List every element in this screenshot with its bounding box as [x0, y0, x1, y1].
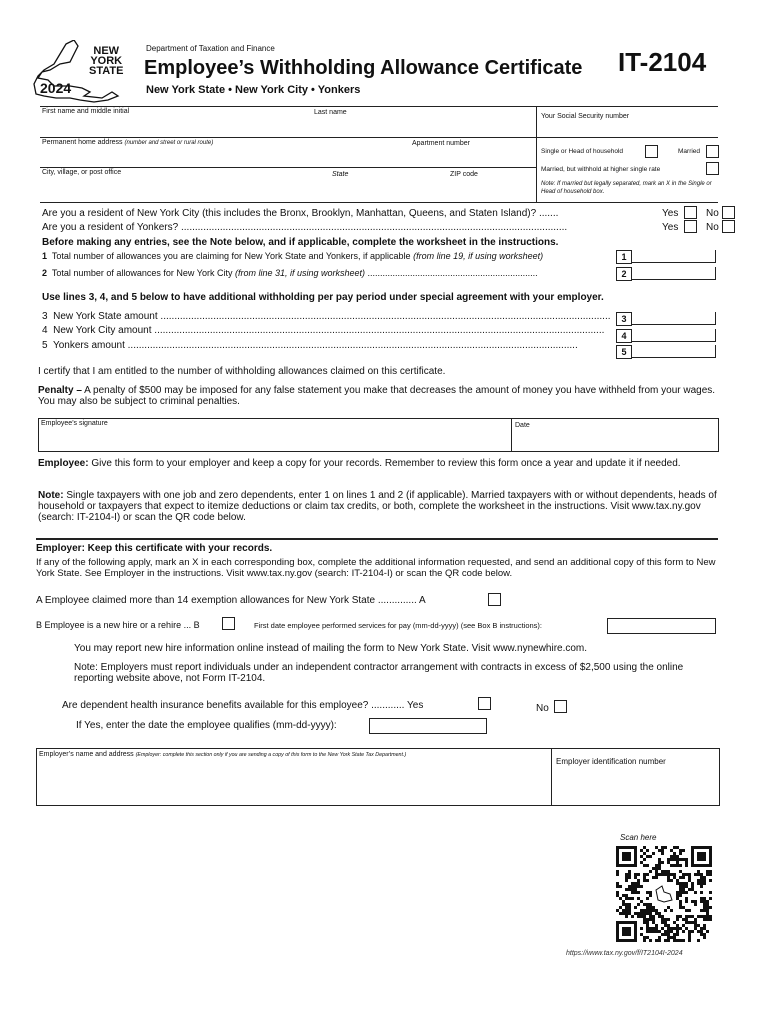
line1-input[interactable] — [631, 250, 716, 263]
item-b-date-label: First date employee performed services for pay (mm-dd-yyyy) (see Box B instructions): — [254, 621, 543, 630]
before-entries-note: Before making any entries, see the Note below, and if applicable, complete the worksheet in the instructions. — [42, 237, 559, 248]
ein-label: Employer identification number — [556, 757, 666, 766]
employer-name-address-field[interactable] — [36, 748, 552, 806]
city-rule — [40, 202, 718, 203]
footer-url: https://www.tax.ny.gov/f/IT2104I-2024 — [566, 950, 683, 957]
line3-row — [42, 311, 612, 322]
line5-label: Yonkers amount — [52, 340, 125, 351]
qualify-date-input[interactable] — [369, 718, 487, 734]
ein-field[interactable] — [551, 748, 720, 806]
address-rule — [40, 167, 536, 168]
logo-text — [89, 46, 123, 76]
signature-label: Employee’s signature — [41, 420, 108, 427]
line2-input[interactable] — [631, 267, 716, 280]
yonkers-resident-question: Are you a resident of Yonkers? ........................................................................................................................................... — [42, 222, 568, 233]
signature-field[interactable] — [38, 418, 512, 452]
item-a-label: A Employee claimed more than 14 exemption allowances for New York State .............. A — [36, 595, 426, 606]
line2-box-number: 2 — [616, 267, 632, 281]
note-instructions — [38, 490, 718, 523]
line5-input[interactable] — [631, 345, 716, 358]
employee-text: Give this form to your employer and keep a copy for your records. Remember to review this form once a year and update it if needed. — [91, 458, 681, 469]
page-subtitle: New York State • New York City • Yonkers — [146, 84, 361, 96]
line2-leader: .................................................................... — [367, 268, 538, 278]
single-hoh-label: Single or Head of household — [541, 148, 624, 155]
state-label[interactable]: State — [332, 171, 349, 178]
line4-row — [42, 325, 612, 336]
note-text: Single taxpayers with one job and zero dependents, enter 1 on lines 1 and 2 (if applicable). Married taxpayers with or without dependents, heads of household or taxpayers that expect to itemize deductions or claim tax credits, or both, complete the worksheet in the instructions. Visit www.tax.ny.gov (search: IT-2104-I) or scan the QR code below. — [38, 490, 717, 523]
employee-head: Employee: — [38, 458, 89, 469]
single-hoh-checkbox[interactable] — [645, 145, 658, 158]
qr-code[interactable] — [616, 846, 712, 942]
use-lines-heading: Use lines 3, 4, and 5 below to have additional withholding per pay period under special agreement with your employer. — [42, 292, 604, 303]
zip-label[interactable]: ZIP code — [450, 171, 478, 178]
address-label-text: Permanent home address — [42, 139, 123, 146]
line4-box-number: 4 — [616, 329, 632, 343]
nyc-no-label: No — [706, 208, 719, 219]
employee-instructions — [38, 458, 718, 469]
contractor-note: Note: Employers must report individuals under an independent contractor arrangement with contracts in excess of $2,500 using the online reporting website above, not Form IT-2104. — [74, 662, 684, 684]
item-a-checkbox[interactable] — [488, 593, 501, 606]
health-insurance-question: Are dependent health insurance benefits available for this employee? ............ Yes — [62, 700, 424, 711]
line4-input[interactable] — [631, 329, 716, 342]
form-number: IT-2104 — [618, 47, 707, 77]
nyc-yes-label: Yes — [662, 208, 679, 219]
married-higher-checkbox[interactable] — [706, 162, 719, 175]
line4-leader: .................................................................................................................................................................. — [154, 325, 605, 336]
nyc-resident-question: Are you a resident of New York City (this includes the Bronx, Brooklyn, Manhattan, Queens, and Staten Island)? ....... — [42, 208, 559, 219]
married-note: Note: If married but legally separated, mark an X in the Single or Head of household box. — [541, 181, 712, 195]
employer-name-label-note: (Employer: complete this section only if you are sending a copy of this form to the New York State Tax Department.) — [135, 752, 407, 758]
line2-row — [42, 268, 538, 278]
line5-number: 5 — [42, 340, 48, 351]
health-no-label: No — [536, 703, 549, 714]
item-b-checkbox[interactable] — [222, 617, 235, 630]
top-rule — [40, 106, 718, 107]
line1-row — [42, 251, 543, 261]
line1-box-number: 1 — [616, 250, 632, 264]
yonkers-yes-label: Yes — [662, 222, 679, 233]
line5-leader: .................................................................................................................................................................. — [127, 340, 578, 351]
penalty-paragraph — [38, 385, 718, 407]
employer-intro: If any of the following apply, mark an X in each corresponding box, complete the additional information requested, and send an additional copy of this form to New York State. See Employer in the instructions. Visit www.tax.ny.gov (search: IT-2104-I) or scan the QR code below. — [36, 557, 716, 579]
line3-number: 3 — [42, 311, 48, 322]
line3-box-number: 3 — [616, 312, 632, 326]
first-service-date-input[interactable] — [607, 618, 716, 634]
line4-number: 4 — [42, 325, 48, 336]
employer-name-label — [39, 751, 406, 758]
line1-label: Total number of allowances you are claiming for New York State and Yonkers, if applicable — [51, 251, 411, 261]
logo-line-new: NEW — [93, 45, 120, 57]
nyc-no-checkbox[interactable] — [722, 206, 735, 219]
yonkers-no-checkbox[interactable] — [722, 220, 735, 233]
first-name-label[interactable]: First name and middle initial — [42, 108, 130, 115]
address-label[interactable] — [42, 139, 213, 146]
health-yes-checkbox[interactable] — [478, 697, 491, 710]
note-head: Note: — [38, 490, 64, 501]
page-title: Employee’s Withholding Allowance Certificate — [144, 57, 583, 79]
penalty-text: A penalty of $500 may be imposed for any false statement you make that decreases the amount of money you have withheld from your wages. You may also be subject to criminal penalties. — [38, 385, 716, 407]
employer-name-label-text: Employer’s name and address — [39, 751, 134, 758]
line5-row — [42, 340, 612, 351]
scan-here-label: Scan here — [620, 833, 657, 842]
employer-heading: Employer: Keep this certificate with your records. — [36, 543, 273, 554]
employer-rule — [36, 538, 718, 540]
yonkers-yes-checkbox[interactable] — [684, 220, 697, 233]
logo-line-state: STATE — [89, 65, 124, 77]
line2-note: (from line 31, if using worksheet) — [234, 268, 366, 278]
qualify-date-label: If Yes, enter the date the employee qualifies (mm-dd-yyyy): — [76, 720, 337, 731]
single-hoh-option[interactable] — [541, 148, 623, 155]
certify-statement: I certify that I am entitled to the number of withholding allowances claimed on this certificate. — [38, 366, 446, 377]
line5-box-number: 5 — [616, 345, 632, 359]
department-name: Department of Taxation and Finance — [146, 44, 275, 53]
married-checkbox[interactable] — [706, 145, 719, 158]
apartment-label[interactable]: Apartment number — [412, 140, 470, 147]
penalty-head: Penalty – — [38, 385, 82, 396]
line2-number: 2 — [42, 268, 48, 278]
date-field[interactable] — [511, 418, 719, 452]
last-name-label[interactable]: Last name — [314, 109, 347, 116]
date-label: Date — [515, 422, 530, 429]
line1-number: 1 — [42, 251, 48, 261]
line4-label: New York City amount — [53, 325, 152, 336]
logo-line-york: YORK — [90, 55, 123, 67]
item-b-label: B Employee is a new hire or a rehire ... B — [36, 620, 200, 630]
line3-leader: .................................................................................................................................................................. — [160, 311, 611, 322]
nyc-yes-checkbox[interactable] — [684, 206, 697, 219]
married-label: Married — [678, 148, 701, 155]
yonkers-no-label: No — [706, 222, 719, 233]
line1-note: (from line 19, if using worksheet) — [413, 251, 544, 261]
name-divider — [536, 106, 537, 202]
ssn-label[interactable]: Your Social Security number — [541, 113, 630, 120]
married-higher-label: Married, but withhold at higher single rate — [541, 166, 661, 173]
form-year: 2024 — [40, 80, 72, 96]
name-rule — [40, 137, 718, 138]
line3-label: New York State amount — [53, 311, 158, 322]
health-no-checkbox[interactable] — [554, 700, 567, 713]
line3-input[interactable] — [631, 312, 716, 325]
line2-label: Total number of allowances for New York City — [51, 268, 233, 278]
city-label[interactable]: City, village, or post office — [42, 169, 122, 176]
online-report-note: You may report new hire information online instead of mailing the form to New York State. Visit www.nynewhire.com. — [74, 643, 588, 654]
address-label-note: (number and street or rural route) — [124, 140, 214, 146]
